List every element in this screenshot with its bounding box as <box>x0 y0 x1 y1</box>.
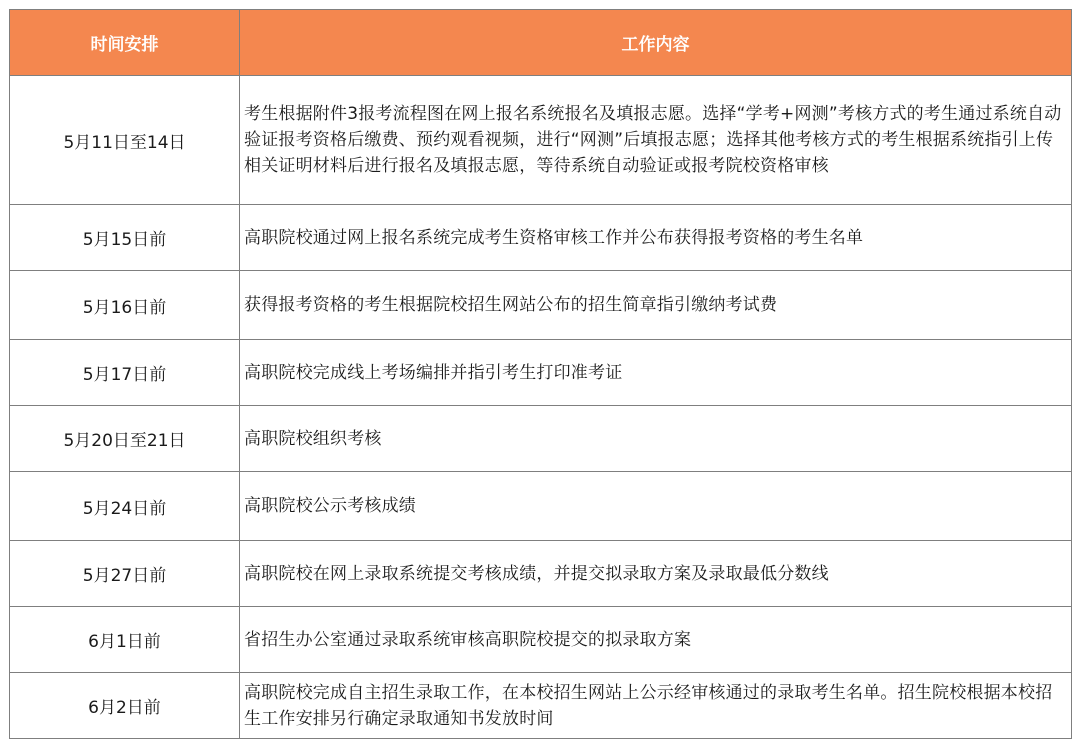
table-row <box>10 472 1072 541</box>
row-time: 5月17日前 <box>10 340 240 406</box>
row-content: 考生根据附件3报考流程图在网上报名系统报名及填报志愿。选择“学考+网测”考核方式的考生通过系统自动验证报考资格后缴费、预约观看视频，进行“网测”后填报志愿；选择其他考核方式的考生根据系统指引上传相关证明材料后进行报名及填报志愿，等待系统自动验证或报考院校资格审核 <box>240 76 1072 205</box>
schedule-table <box>9 9 1072 739</box>
row-content: 高职院校在网上录取系统提交考核成绩，并提交拟录取方案及录取最低分数线 <box>240 541 1072 607</box>
row-content: 获得报考资格的考生根据院校招生网站公布的招生简章指引缴纳考试费 <box>240 271 1072 340</box>
row-time: 5月11日至14日 <box>10 76 240 205</box>
table-row <box>10 76 1072 205</box>
row-time: 6月1日前 <box>10 607 240 673</box>
row-content: 高职院校完成自主招生录取工作，在本校招生网站上公示经审核通过的录取考生名单。招生院校根据本校招生工作安排另行确定录取通知书发放时间 <box>240 673 1072 739</box>
table-row <box>10 205 1072 271</box>
row-time: 6月2日前 <box>10 673 240 739</box>
row-time: 5月20日至21日 <box>10 406 240 472</box>
row-content: 省招生办公室通过录取系统审核高职院校提交的拟录取方案 <box>240 607 1072 673</box>
row-content: 高职院校完成线上考场编排并指引考生打印准考证 <box>240 340 1072 406</box>
table-row <box>10 271 1072 340</box>
row-time: 5月15日前 <box>10 205 240 271</box>
table-row <box>10 673 1072 739</box>
row-content: 高职院校通过网上报名系统完成考生资格审核工作并公布获得报考资格的考生名单 <box>240 205 1072 271</box>
table-row <box>10 406 1072 472</box>
header-row <box>10 10 1072 76</box>
header-content: 工作内容 <box>240 10 1072 76</box>
row-content: 高职院校公示考核成绩 <box>240 472 1072 541</box>
header-time: 时间安排 <box>10 10 240 76</box>
table-row <box>10 340 1072 406</box>
row-time: 5月24日前 <box>10 472 240 541</box>
table-row <box>10 607 1072 673</box>
table-row <box>10 541 1072 607</box>
row-time: 5月16日前 <box>10 271 240 340</box>
row-content: 高职院校组织考核 <box>240 406 1072 472</box>
row-time: 5月27日前 <box>10 541 240 607</box>
